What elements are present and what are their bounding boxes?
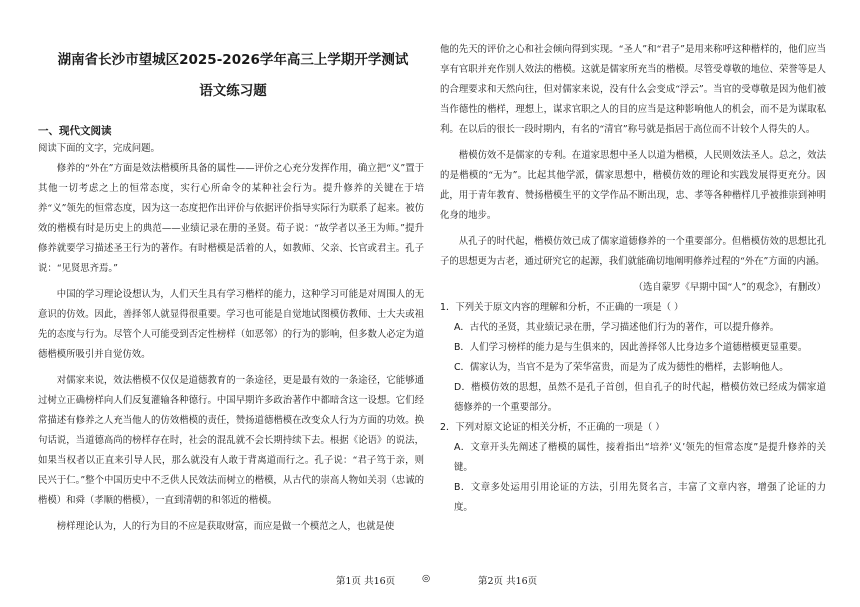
paragraph: 他的先天的评价之心和社会倾向得到实现。“圣人”和“君子”是用来称呼这种楷样的，他们应当享有官职并充作别人效法的楷模。这就是儒家所充当的楷模。尽管受尊敬的地位、荣誉等是人的合理要求和天然向往，但对儒家来说，没有什么会变成“浮云”。当官的受尊敬是因为他们被当作德性的楷样，理想上，谋求官职之人的目的应当是这种影响他人的机会，而不是为谋取私利。在以后的很长一段时期内，有名的“清官”称号就是指居于高位而不计较个人得失的人。: [440, 44, 826, 135]
page-number-left: 第1页 共16页: [336, 576, 396, 587]
option-a: A．古代的圣贤，其业绩记录在册，学习描述他们行为的著作，可以提升修养。: [454, 322, 780, 333]
right-body: [440, 40, 826, 518]
left-body: [38, 139, 424, 537]
source-citation: （选自蒙罗《早期中国“人”的观念》，有删改）: [633, 282, 826, 293]
paragraph: 榜样理论认为，人的行为目的不应是获取财富，而应是做一个模范之人，也就是使: [56, 521, 395, 532]
question-stem: 1．下列关于原文内容的理解和分析，不正确的一项是（ ）: [440, 302, 684, 313]
question-1: [440, 298, 826, 418]
question-2: [440, 418, 826, 518]
option-b: B．文章多处运用引用论证的方法，引用先贤名言，丰富了文章内容，增强了论证的力度。: [454, 482, 826, 513]
option-b: B．人们学习榜样的能力是与生俱来的，因此善择邻人比身边多个道德楷模更显重要。: [454, 342, 808, 353]
document-title: 湖南省长沙市望城区2025-2026学年高三上学期开学测试: [57, 52, 409, 68]
option-d: D．楷模仿效的思想，虽然不是孔子首创，但自孔子的时代起，楷模仿效已经成为儒家道德修养的一个重要部分。: [454, 382, 826, 413]
question-stem: 2．下列对原文论证的相关分析，不正确的一项是（ ）: [440, 422, 665, 433]
page-number-right: 第2页 共16页: [478, 576, 538, 587]
paragraph: 楷模仿效不是儒家的专利。在道家思想中圣人以道为楷模，人民则效法圣人。总之，效法的是楷模的“无为”。比起其他学派，儒家思想中，楷模仿效的理论和实践发展得更充分。因此，用于青年教育、赞扬楷模生平的文学作品不断出现，忠、孝等各种楷样几乎被推崇到神明化身的地步。: [440, 150, 826, 221]
footer-center-mark: ◎: [422, 573, 431, 584]
paragraph: 中国的学习理论设想认为，人们天生具有学习楷样的能力，这种学习可能是对周围人的无意识的仿效。因此，善择邻人就显得很重要。学习也可能是自觉地试图模仿教师、士大夫或祖先的态度与行为。尽管个人可能受到否定性榜样（如恶邻）的行为的影响，但多数人必定为道德楷模所吸引并自觉仿效。: [38, 289, 424, 360]
option-a: A．文章开头先阐述了楷模的属性，接着指出“培养‘义’领先的恒常态度”是提升修养的关键。: [454, 442, 826, 473]
paragraph: 修养的“外在”方面是效法楷模所具备的属性——评价之心充分发挥作用，确立把“义”置于其他一切考虑之上的恒常态度，实行心所命令的某种社会行为。提升修养的关键在于培养“义”领先的恒常态度，因为这一态度把作出评价与依据评价指导实际行为联系了起来。被仿效的楷模有时是历史上的典范——业绩记录在册的圣贤。荀子说：“故学者以圣王为师。”提升修养就要学习描述圣王行为的著作。有时楷模是活着的人，如教师、父亲、长官或君主。孔子说：“见贤思齐焉。”: [38, 163, 424, 274]
paragraph: 对儒家来说，效法楷模不仅仅是道德教育的一条途径，更是最有效的一条途径，它能够通过树立正确榜样向人们反复灌输各种德行。中国早期许多政治著作中都暗含这一设想。它们经常描述有修养之人充当他人的仿效楷模的责任，赞扬道德楷模在改变众人行为方面的功效。换句话说，当道德高尚的榜样存在时，社会的混乱就不会长期持续下去。根据《论语》的说法，如果当权者以正直来引导人民，那么就没有人敢于背离道而行之。孔子说：“君子笃于亲，则民兴于仁。”整个中国历史中不乏供人民效法而树立的楷模，从古代的崇高人物如关羽（忠诚的楷模）和舜（孝顺的楷模），一直到清朝的和邻近的楷模。: [38, 375, 424, 506]
paragraph: 从孔子的时代起，楷模仿效已成了儒家道德修养的一个重要部分。但楷模仿效的思想比孔子的思想更为古老，通过研究它的起源，我们就能确切地阐明修养过程的“外在”方面的内涵。: [440, 236, 826, 267]
section-heading: 一、现代文阅读: [38, 125, 112, 137]
option-c: C．儒家认为，当官不是为了荣华富贵，而是为了成为德性的楷样，去影响他人。: [454, 362, 789, 373]
instruction: 阅读下面的文字，完成问题。: [38, 143, 160, 154]
document-subtitle: 语文练习题: [199, 83, 267, 99]
